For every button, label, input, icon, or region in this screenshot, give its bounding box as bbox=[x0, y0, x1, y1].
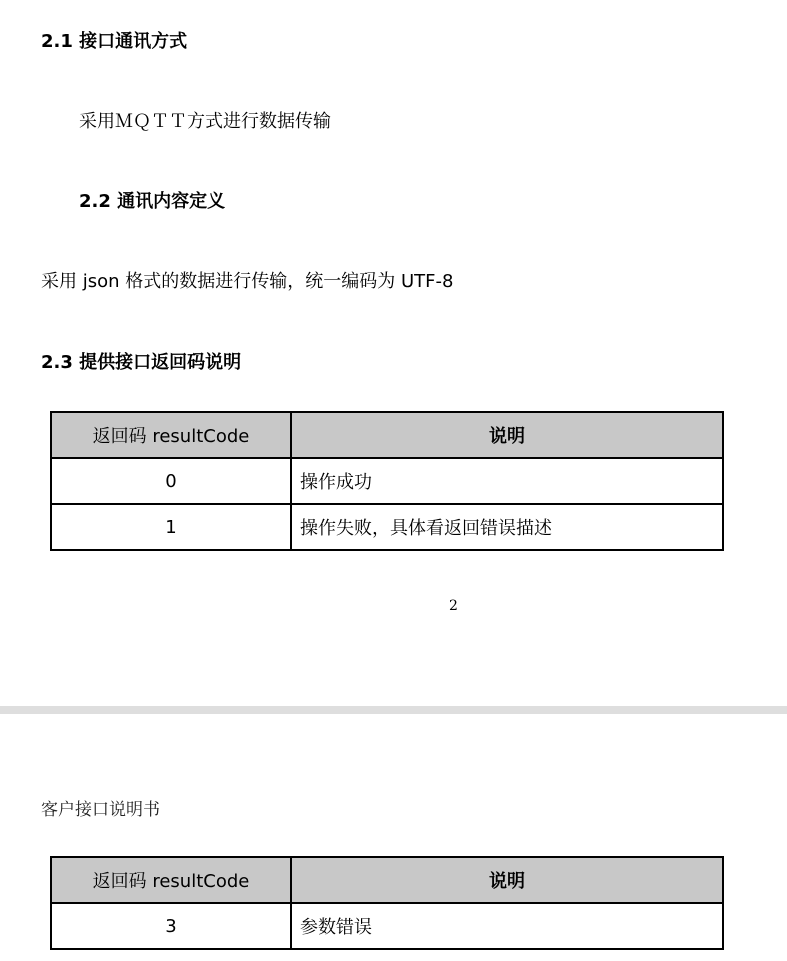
table-header-row bbox=[51, 857, 723, 903]
table-row bbox=[51, 903, 723, 949]
page-break-separator bbox=[0, 706, 787, 714]
column-header-result-code: 返回码 resultCode bbox=[51, 857, 291, 903]
section-heading-2-1: 2.1 接口通讯方式 bbox=[41, 31, 188, 52]
description-cell: 操作失败，具体看返回错误描述 bbox=[291, 504, 723, 550]
column-header-description: 说明 bbox=[291, 857, 723, 903]
description-cell: 操作成功 bbox=[291, 458, 723, 504]
section-heading-2-3: 2.3 提供接口返回码说明 bbox=[41, 352, 242, 373]
result-code-cell: 1 bbox=[51, 504, 291, 550]
result-code-cell: 0 bbox=[51, 458, 291, 504]
result-code-table bbox=[50, 411, 724, 551]
result-code-table-continued bbox=[50, 856, 724, 950]
column-header-result-code: 返回码 resultCode bbox=[51, 412, 291, 458]
table-row bbox=[51, 504, 723, 550]
page-number: 2 bbox=[449, 598, 458, 614]
running-header: 客户接口说明书 bbox=[41, 800, 160, 820]
column-header-description: 说明 bbox=[291, 412, 723, 458]
description-cell: 参数错误 bbox=[291, 903, 723, 949]
result-code-cell: 3 bbox=[51, 903, 291, 949]
table-header-row bbox=[51, 412, 723, 458]
paragraph-json: 采用 json 格式的数据进行传输，统一编码为 UTF-8 bbox=[41, 271, 454, 292]
paragraph-mqtt: 采用ＭＱＴＴ方式进行数据传输 bbox=[79, 111, 331, 132]
table-row bbox=[51, 458, 723, 504]
section-heading-2-2: 2.2 通讯内容定义 bbox=[79, 191, 226, 212]
